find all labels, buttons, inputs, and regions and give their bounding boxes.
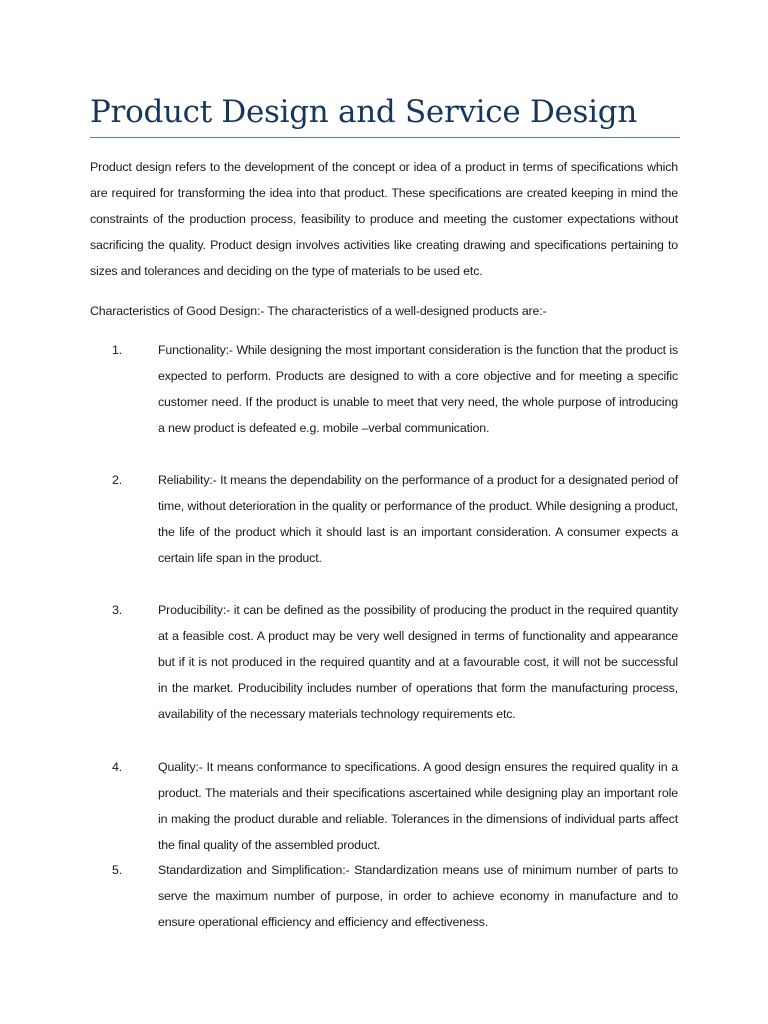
- list-item-text: Producibility:- it can be defined as the possibility of producing the product in the required quantity at a feasible cost. A product may be very well designed in terms of functionality and appearance but if it is not produced in the required quantity and at a favourable cost, it will not be successful in the market. Producibility includes number of operations that form the manufacturing process, availability of the necessary materials technology requirements etc.: [158, 603, 678, 721]
- list-item-number: 2.: [112, 473, 123, 487]
- list-item-number: 5.: [112, 863, 123, 877]
- intro-paragraph: Product design refers to the development of the concept or idea of a product in terms of specifications which are required for transforming the idea into that product. These specifications are created keeping in mind the constraints of the production process, feasibility to produce and meeting the customer expectations without sacrificing the quality. Product design involves activities like creating drawing and specifications pertaining to sizes and tolerances and deciding on the type of materials to be used etc.: [90, 160, 678, 278]
- list-item-text: Reliability:- It means the dependability on the performance of a product for a designated period of time, without deterioration in the quality or performance of the product. While designing a product, the life of the product which it should last is an important consideration. A consumer expects a certain life span in the product.: [158, 473, 678, 565]
- list-item-number: 4.: [112, 760, 123, 774]
- list-item-text: Standardization and Simplification:- Standardization means use of minimum number of parts to serve the maximum number of purpose, in order to achieve economy in manufacture and to ensure operational efficiency and efficiency and effectiveness.: [158, 863, 678, 929]
- document-title: Product Design and Service Design: [90, 94, 637, 130]
- list-item-number: 1.: [112, 343, 123, 357]
- characteristics-heading: Characteristics of Good Design:- The characteristics of a well-designed products are:-: [90, 304, 547, 318]
- list-item-number: 3.: [112, 603, 123, 617]
- list-item-text: Functionality:- While designing the most important consideration is the function that the product is expected to perform. Products are designed to with a core objective and for meeting a specific customer need. If the product is unable to meet that very need, the whole purpose of introducing a new product is defeated e.g. mobile –verbal communication.: [158, 343, 678, 435]
- list-item-text: Quality:- It means conformance to specifications. A good design ensures the required quality in a product. The materials and their specifications ascertained while designing play an important role in making the product durable and reliable. Tolerances in the dimensions of individual parts affect the final quality of the assembled product.: [158, 760, 678, 852]
- title-underline: [90, 137, 680, 138]
